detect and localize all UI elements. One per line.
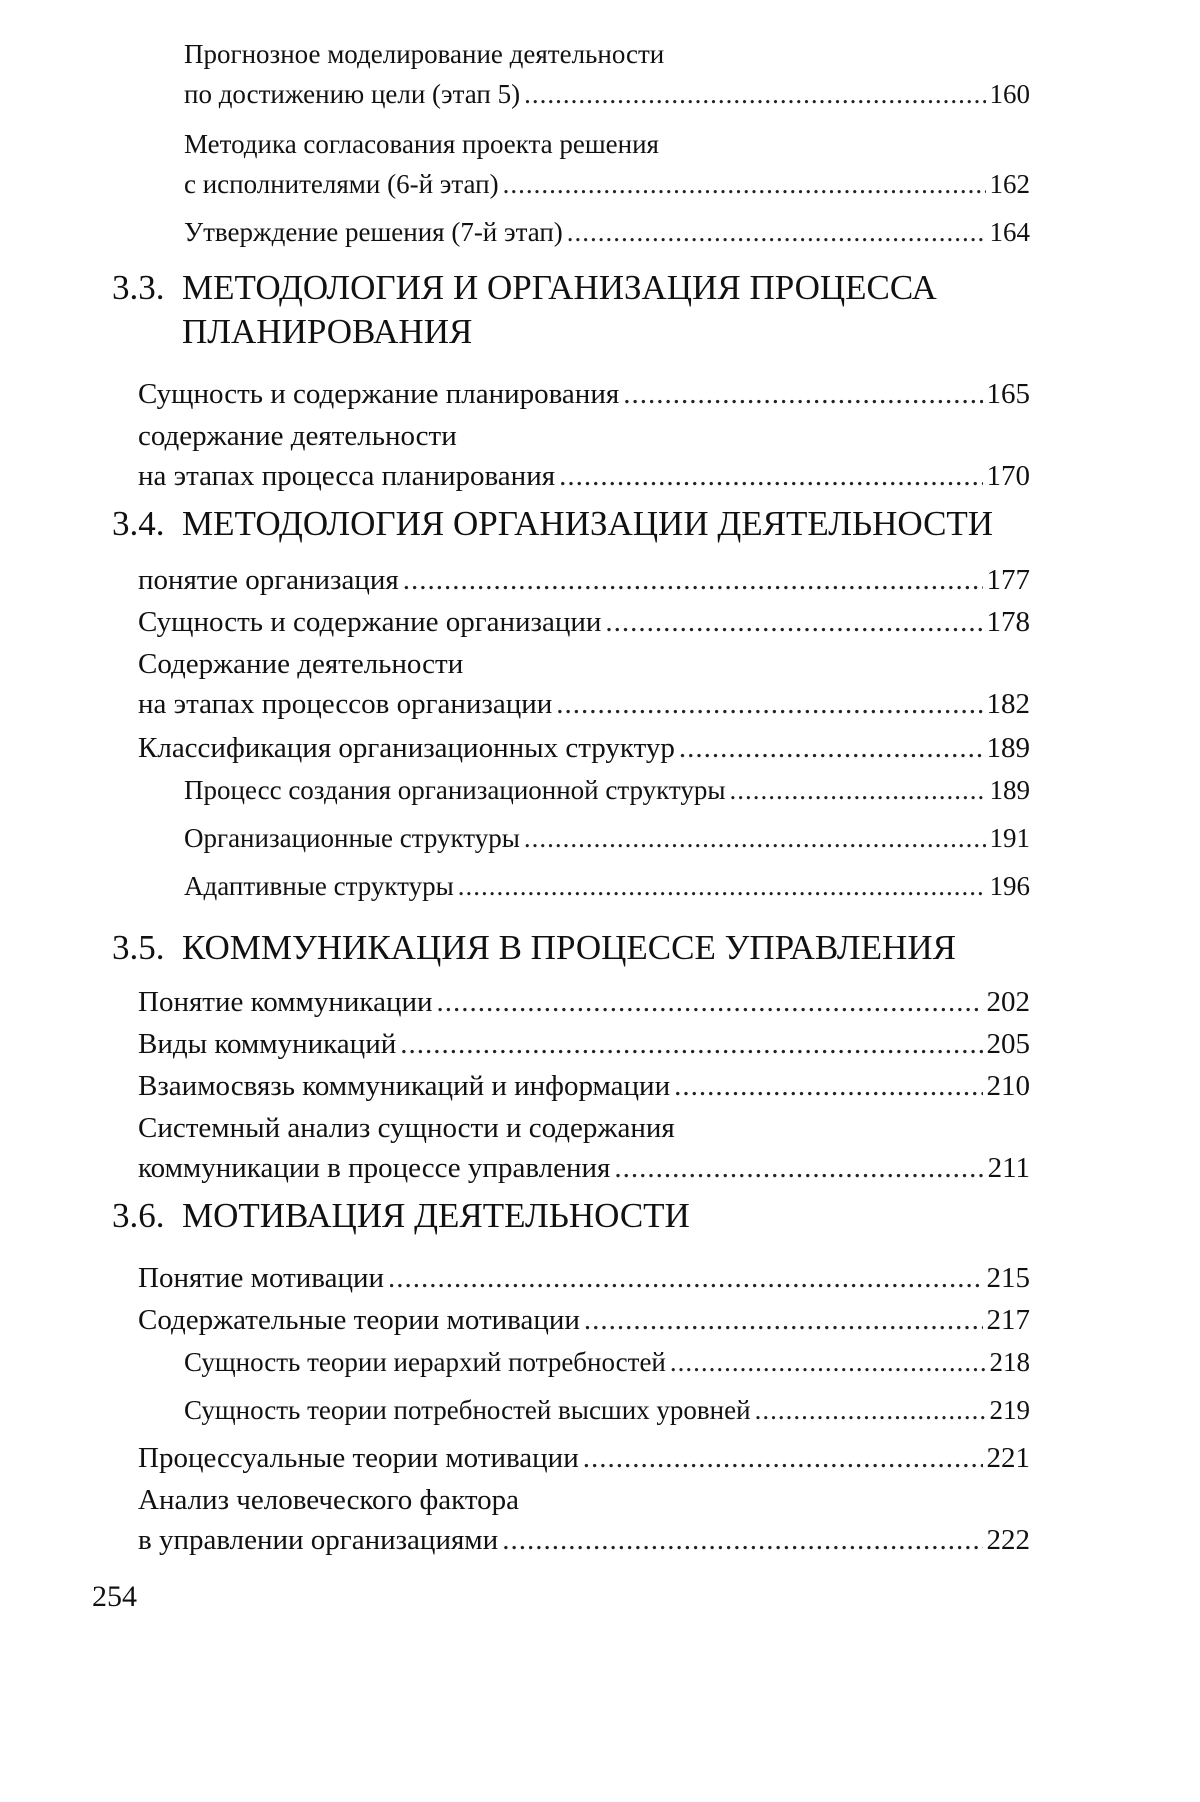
- entry-title-line: по достижению цели (этап 5): [184, 79, 521, 109]
- page-number: 165: [986, 378, 1030, 410]
- toc-entry: [184, 212, 1030, 252]
- page-number: 177: [986, 564, 1030, 596]
- toc-entry: [184, 1342, 1030, 1382]
- dot-leader: [437, 982, 983, 1022]
- entry-row: [184, 818, 1030, 858]
- toc-entry: [184, 770, 1030, 810]
- dot-leader: [524, 74, 985, 114]
- section-title-line: МЕТОДОЛОГИЯ ОРГАНИЗАЦИИ ДЕЯТЕЛЬНОСТИ: [182, 504, 994, 543]
- entry-title-line: Виды коммуникаций: [138, 1028, 397, 1060]
- entry-row: [138, 602, 1030, 642]
- entry-title-line: Содержательные теории мотивации: [138, 1304, 580, 1336]
- dot-leader: [556, 684, 982, 724]
- page-number: 160: [989, 79, 1030, 109]
- toc-entry: [138, 644, 1030, 724]
- entry-title-line: коммуникации в процессе управления: [138, 1152, 611, 1184]
- entry-title-line: Прогнозное моделирование деятельности: [184, 39, 665, 69]
- entry-row: [138, 982, 1030, 1022]
- page-number: 221: [986, 1442, 1030, 1474]
- section-number: 3.3.: [112, 268, 165, 307]
- dot-leader: [388, 1258, 982, 1298]
- page-number: 219: [989, 1395, 1030, 1425]
- entry-row: [138, 456, 1030, 496]
- page-number: 210: [986, 1070, 1030, 1102]
- entry-row: [184, 866, 1030, 906]
- dot-leader: [584, 1300, 983, 1340]
- page-number: 178: [986, 606, 1030, 638]
- section-heading: [112, 502, 1050, 546]
- toc-entry: [138, 374, 1030, 414]
- toc-entry: [138, 416, 1030, 496]
- entry-title-line: Сущность теории потребностей высших уровней: [184, 1395, 751, 1425]
- page-number: 164: [989, 217, 1030, 247]
- toc-entry: [184, 124, 1030, 204]
- page-number: 162: [989, 169, 1030, 199]
- entry-row: [138, 728, 1030, 768]
- dot-leader: [674, 1066, 982, 1106]
- page-number: 196: [989, 871, 1030, 901]
- dot-leader: [623, 374, 982, 414]
- entry-row: [138, 1520, 1030, 1560]
- entry-title-line: содержание деятельности: [138, 420, 457, 452]
- entry-row: [138, 1024, 1030, 1064]
- page-number: 170: [986, 460, 1030, 492]
- section-heading: [112, 266, 1050, 354]
- toc-entry: [138, 1024, 1030, 1064]
- toc-entry: [138, 602, 1030, 642]
- entry-title-line: Сущность и содержание организации: [138, 606, 602, 638]
- dot-leader: [524, 818, 986, 858]
- page-number: 182: [986, 688, 1030, 720]
- toc-entry: [138, 1300, 1030, 1340]
- dot-leader: [458, 866, 986, 906]
- toc-entry: [138, 1108, 1030, 1188]
- section-title-line: МОТИВАЦИЯ ДЕЯТЕЛЬНОСТИ: [182, 1196, 690, 1235]
- dot-leader: [755, 1390, 986, 1430]
- entry-title-line: понятие организация: [138, 564, 399, 596]
- entry-title-line: Методика согласования проекта решения: [184, 129, 659, 159]
- toc-entry: [138, 982, 1030, 1022]
- entry-row: [138, 374, 1030, 414]
- entry-title-line: на этапах процесса планирования: [138, 460, 556, 492]
- entry-row: [138, 560, 1030, 600]
- toc-entry: [138, 560, 1030, 600]
- section-title-line: МЕТОДОЛОГИЯ И ОРГАНИЗАЦИЯ ПРОЦЕССА: [182, 268, 937, 307]
- dot-leader: [670, 1342, 986, 1382]
- toc-entry: [138, 1438, 1030, 1478]
- toc-entry: [138, 1066, 1030, 1106]
- dot-leader: [400, 1024, 982, 1064]
- entry-title-line: Классификация организационных структур: [138, 732, 675, 764]
- entry-row: [138, 1148, 1030, 1188]
- section-title-line: КОММУНИКАЦИЯ В ПРОЦЕССЕ УПРАВЛЕНИЯ: [182, 928, 956, 967]
- page-number: 211: [987, 1152, 1030, 1184]
- entry-row: [138, 684, 1030, 724]
- section-number: 3.4.: [112, 504, 165, 543]
- entry-row: [184, 1390, 1030, 1430]
- entry-row: [184, 212, 1030, 252]
- entry-title-line: Адаптивные структуры: [184, 871, 454, 901]
- page-number: 205: [986, 1028, 1030, 1060]
- dot-leader: [503, 164, 986, 204]
- dot-leader: [679, 728, 983, 768]
- toc-entry: [138, 728, 1030, 768]
- entry-title-line: в управлении организациями: [138, 1524, 499, 1556]
- entry-title-line: Анализ человеческого фактора: [138, 1484, 520, 1516]
- toc-entry: [138, 1480, 1030, 1560]
- entry-title-line: Процесс создания организационной структуры: [184, 775, 726, 805]
- page-number: 189: [989, 775, 1030, 805]
- page-number: 215: [986, 1262, 1030, 1294]
- page-folio-number: 254: [92, 1580, 137, 1613]
- dot-leader: [605, 602, 982, 642]
- entry-row: [184, 164, 1030, 204]
- toc-entry: [184, 1390, 1030, 1430]
- section-number: 3.5.: [112, 928, 165, 967]
- page-number: 189: [986, 732, 1030, 764]
- page-number: 191: [989, 823, 1030, 853]
- toc-entry: [184, 34, 1030, 114]
- page-number: 222: [986, 1524, 1030, 1556]
- entry-row: [138, 1300, 1030, 1340]
- toc-entry: [138, 1258, 1030, 1298]
- section-heading: [112, 1194, 1050, 1238]
- entry-row: [138, 1258, 1030, 1298]
- toc-entry: [184, 866, 1030, 906]
- page-number: 218: [989, 1347, 1030, 1377]
- entry-title-line: Сущность теории иерархий потребностей: [184, 1347, 666, 1377]
- dot-leader: [559, 456, 982, 496]
- entry-title-line: Сущность и содержание планирования: [138, 378, 620, 410]
- dot-leader: [403, 560, 983, 600]
- section-title-line: ПЛАНИРОВАНИЯ: [182, 312, 473, 351]
- entry-title-line: с исполнителями (6-й этап): [184, 169, 499, 199]
- section-number: 3.6.: [112, 1196, 165, 1235]
- entry-title-line: Взаимосвязь коммуникаций и информации: [138, 1070, 671, 1102]
- entry-title-line: Утверждение решения (7-й этап): [184, 217, 563, 247]
- entry-title-line: Понятие коммуникации: [138, 986, 433, 1018]
- entry-row: [138, 1438, 1030, 1478]
- page-number: 217: [986, 1304, 1030, 1336]
- entry-row: [184, 1342, 1030, 1382]
- entry-row: [184, 770, 1030, 810]
- entry-row: [184, 74, 1030, 114]
- dot-leader: [502, 1520, 982, 1560]
- entry-title-line: Процессуальные теории мотивации: [138, 1442, 579, 1474]
- dot-leader: [567, 212, 986, 252]
- dot-leader: [729, 770, 985, 810]
- entry-title-line: Организационные структуры: [184, 823, 520, 853]
- entry-title-line: Содержание деятельности: [138, 648, 464, 680]
- entry-title-line: Понятие мотивации: [138, 1262, 385, 1294]
- entry-title-line: на этапах процессов организации: [138, 688, 553, 720]
- entry-row: [138, 1066, 1030, 1106]
- toc-entry: [184, 818, 1030, 858]
- entry-title-line: Системный анализ сущности и содержания: [138, 1112, 675, 1144]
- page-number: 202: [986, 986, 1030, 1018]
- dot-leader: [583, 1438, 983, 1478]
- dot-leader: [614, 1148, 983, 1188]
- section-heading: [112, 926, 1050, 970]
